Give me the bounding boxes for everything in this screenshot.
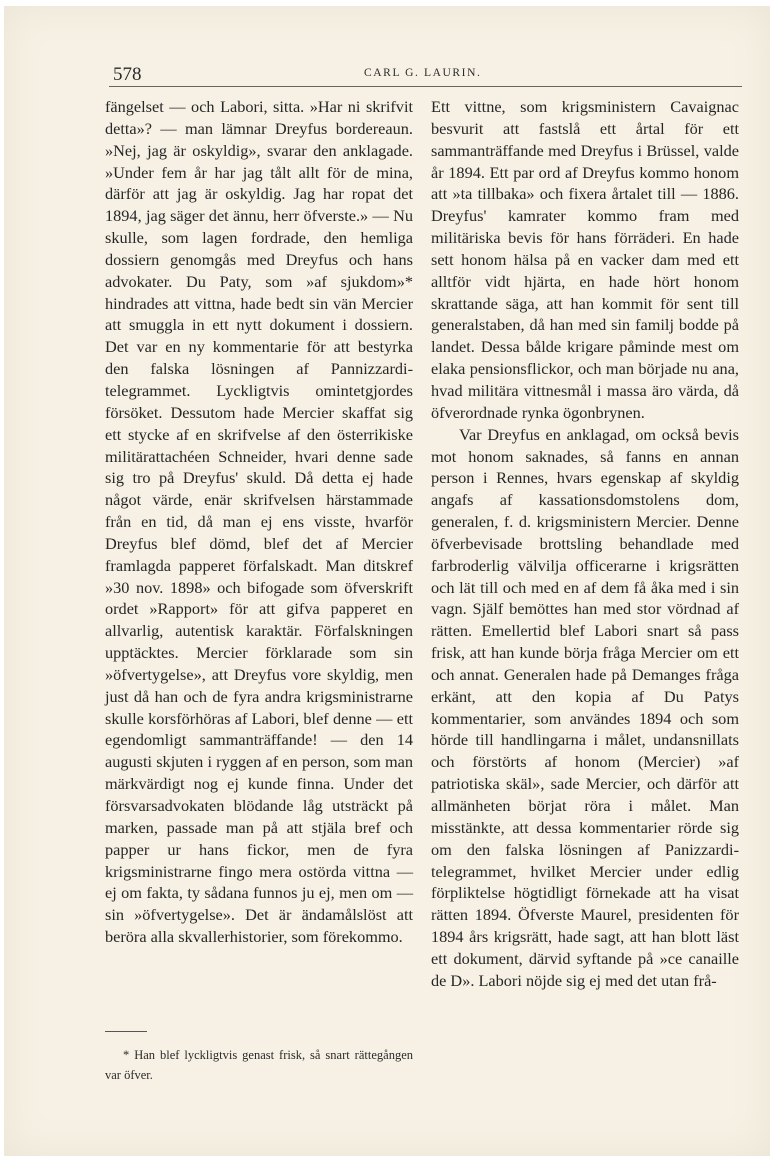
right-paragraph-1: Ett vittne, som krigsministern Cavaignac besvurit att fastslå ett årtal för ett sammanträffande med Dreyfus i Brüssel, valde år 1894. Ett par ord af Dreyfus kommo honom att »ta tillbaka» och fixera årtalet till — 1886. Dreyfus' kamrater kommo fram med militäriska bevis för hans förräderi. En hade sett honom hälsa på en vacker dam med ett alltför vidt hjärta, en hade hört honom skrattande säga, att han kommit för sent till generalstaben, då han med sin familj bodde på landet. Dessa bålde krigare påminde mest om elaka pensionsflickor, och man började nu ana, hvad militära vittnesmål i massa äro värda, då öfverordnade rynka ögonbrynen. bbox=[431, 97, 739, 422]
page-number: 578 bbox=[113, 64, 142, 85]
left-column bbox=[105, 96, 413, 948]
right-column bbox=[431, 96, 739, 992]
footnote: * Han blef lyckligtvis genast frisk, så snart rättegången var öfver. bbox=[105, 1048, 413, 1082]
header-rule bbox=[109, 86, 742, 87]
right-paragraph-2: Var Dreyfus en anklagad, om också bevis mot honom saknades, så fanns en annan person i Rennes, hvars egenskap af skyldig angafs af kassationsdomstolens dom, generalen, f. d. krigsministern Mercier. Denne öfverbevisade brottsling behandlade med farbroderlig välvilja officerarne i krigsrätten och lät till och med en af dem få åka med i sin vagn. Själf bemöttes han med stor vördnad af rätten. Emellertid blef Labori snart så pass frisk, att han kunde börja fråga Mercier om ett och annat. Generalen hade på Demanges fråga erkänt, att den kopia af Du Patys kommentarier, som användes 1894 och som hörde till handlingarna i målet, undansnillats och förstörts af honom (Mercier) »af patriotiska skäl», sade Mercier, och därför att allmänheten börjat röra i målet. Man misstänkte, att dessa kommentarier rörde sig om den falska lösningen af Panizzardi-telegrammet, hvilket Mercier under edlig förpliktelse högtidligt förnekade att ha visat rätten 1894. Öfverste Maurel, presidenten för 1894 års krigsrätt, hade sagt, att han blott läst ett dokument, därvid syftande på »ce canaille de D». Labori nöjde sig ej med det utan frå- bbox=[431, 424, 739, 990]
left-paragraph-1: fängelset — och Labori, sitta. »Har ni skrifvit detta»? — man lämnar Dreyfus bordereaun. »Nej, jag är oskyldig», svarar den anklagade. »Under fem år har jag tålt allt för de mina, därför att jag är oskyldig. Jag har ropat det 1894, jag säger det ännu, herr öfverste.» — Nu skulle, som lagen fordrade, den hemliga dossiern genomgås med Dreyfus och hans advokater. Du Paty, som »af sjukdom»* hindrades att vittna, hade bedt sin vän Mercier att smuggla in ett nytt dokument i dossiern. Det var en ny kommentarie för att bestyrka den falska lösningen af Pannizzardi-telegrammet. Lyckligtvis omintetgjordes försöket. Dessutom hade Mercier skaffat sig ett stycke af en skrifvelse af den österrikiske militärattachéen Schneider, hvari denne sade sig tro på Dreyfus' skuld. Då detta ej hade något värde, enär skrifvelsen härstammade från en tid, då man ej ens visste, hvarför Dreyfus blef dömd, blef det af Mercier framlagda papperet förfalskadt. Man ditskref »30 nov. 1898» och bifogade som öfverskrift ordet »Rapport» för att gifva papperet en allvarlig, autentisk karaktär. Förfalskningen upptäcktes. Mercier förklarade som sin »öfvertygelse», att Dreyfus vore skyldig, men just då han och de fyra andra krigsministrarne skulle korsförhöras af Labori, blef denne — ett egendomligt sammanträffande! — den 14 augusti skjuten i ryggen af en person, som man märkvärdigt nog ej kunde finna. Under det försvarsadvokaten blödande låg utsträckt på marken, passade man på att stjäla bref och papper ur hans fickor, men de fyra krigsministrarne fingo mera ostörda vittna — ej om fakta, ty sådana funnos ju ej, men om — sin »öfvertygelse». Det är ändamålslöst att beröra alla skvallerhistorier, som förekommo. bbox=[105, 97, 413, 947]
running-head: CARL G. LAURIN. bbox=[364, 67, 482, 79]
footnote-rule bbox=[105, 1031, 147, 1032]
